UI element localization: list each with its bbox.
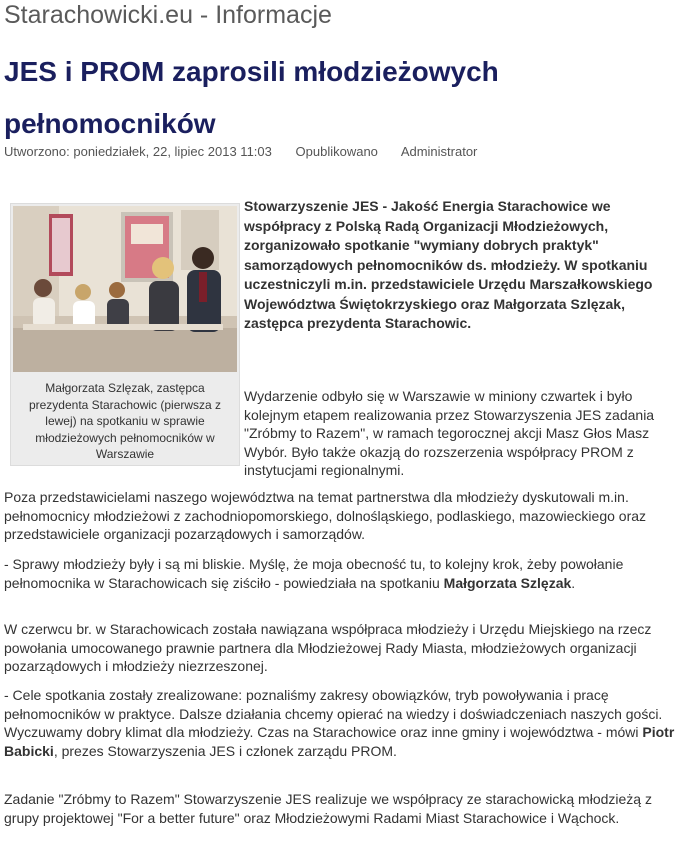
figure-caption: Małgorzata Szlęzak, zastępca prezydenta Starachowic (pierwsza z lewej) na spotkaniu w sprawie młodzieżowych pełnomocników w Warszawie (28, 381, 222, 461)
article-photo (13, 206, 237, 372)
lead-paragraph: Stowarzyszenie JES - Jakość Energia Starachowice we współpracy z Polską Radą Organizacji Młodzieżowych, zorganizowało spotkanie "wymiany dobrych praktyk" samorządowych pełnomocników ds. młodzieży. W spotkaniu uczestniczyli m.in. przedstawiciele Urzędu Marszałkowskiego Województwa Świętokrzyskiego oraz Małgorzata Szlęzak, zastępca prezydenta Starachowic. (244, 198, 653, 331)
author-name: Administrator (400, 144, 478, 159)
article-meta (4, 144, 497, 159)
paragraph-3 (4, 555, 680, 592)
created-date: Utworzono: poniedziałek, 22, lipiec 2013 11:03 (4, 144, 272, 159)
published-label: Opublikowano (295, 144, 378, 159)
paragraph-1: Wydarzenie odbyło się w Warszawie w miniony czwartek i było kolejnym etapem realizowania przez Stowarzyszenia JES zadania "Zróbmy to Razem", w ramach tegorocznej akcji Masz Głos Masz Wybór. Było także okazją do rozszerzenia współpracy PROM z instytucjami regionalnymi. (244, 388, 655, 478)
paragraph-5-text: - Cele spotkania zostały zrealizowane: poznaliśmy zakresy obowiązków, tryb powoływania i pracę pełnomocników w praktyce. Dalsze działania chcemy opierać na wiedzy i doświadczeniach naszych gości. Wyczuwamy dobry klimat dla młodzieży. Czas na Starachowice oraz inne gminy i województwa - mówi (4, 687, 663, 740)
site-title[interactable]: Starachowicki.eu - Informacje (4, 1, 332, 29)
paragraph-2: Poza przedstawicielami naszego województwa na temat partnerstwa dla młodzieży dyskutowali m.in. pełnomocnicy młodzieżowi z zachodniopomorskiego, dolnośląskiego, podlaskiego, mazowieckiego oraz przedstawiciele organizacji pozarządowych i samorządów. (4, 489, 647, 542)
paragraph-3-end: . (571, 574, 576, 591)
paragraph-5 (4, 686, 680, 760)
article-title[interactable]: JES i PROM zaprosili młodzieżowych pełnomocników (4, 56, 499, 139)
quoted-person-name: Piotr Babicki (4, 724, 675, 759)
paragraph-6: Zadanie "Zróbmy to Razem" Stowarzyszenie JES realizuje we współpracy ze starachowicką młodzieżą z grupy projektowej "For a better future" oraz Młodzieżowymi Radami Miast Starachowice i Wąchock. (4, 791, 652, 826)
paragraph-4: W czerwcu br. w Starachowicach została nawiązana współpraca młodzieży i Urzędu Miejskiego na rzecz powołania umocowanego prawnie partnera dla Młodzieżowej Rady Miasta, młodzieżowych organizacji pozarządowych i młodzieży niezrzeszonej. (4, 621, 652, 674)
paragraph-3-text: - Sprawy młodzieży były i są mi bliskie. Myślę, że moja obecność tu, to kolejny krok, żeby powołanie pełnomocnika w Starachowicach się ziściło - powiedziała na spotkaniu (4, 556, 624, 591)
quoted-person-name: Małgorzata Szlęzak (443, 574, 572, 591)
paragraph-5-end: , prezes Stowarzyszenia JES i członek zarządu PROM. (53, 742, 397, 759)
article-figure (10, 203, 240, 466)
